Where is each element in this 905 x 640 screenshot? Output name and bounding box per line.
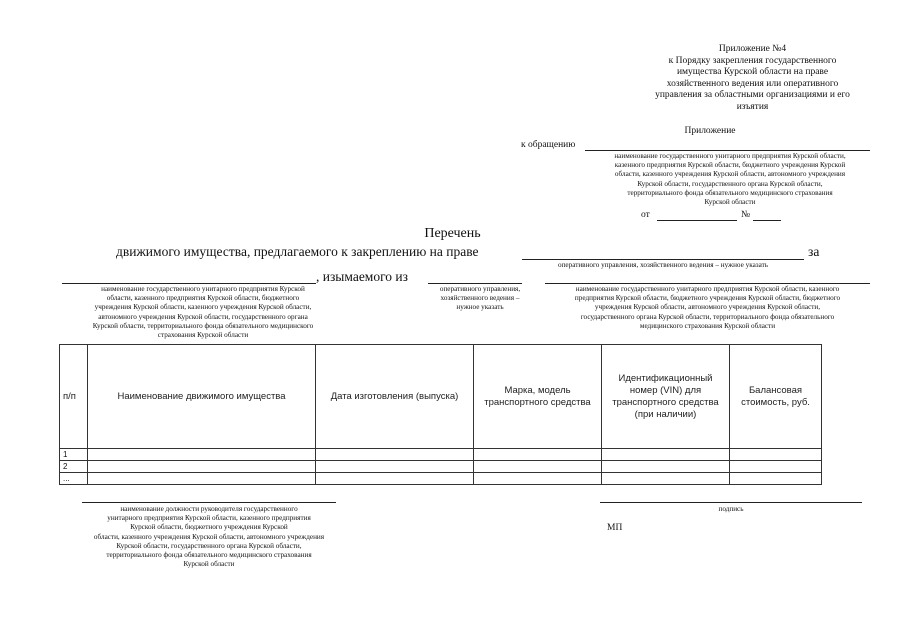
row-number: 2 [60,461,88,473]
appendix-line-4: управления за областными организациями и его [655,90,850,101]
number-line [753,220,781,221]
position-hint-1: наименование должности руководителя государственного [120,505,298,513]
right-org-hint [540,285,875,331]
number-label: № [741,210,751,220]
position-hint-5: Курской области, государственного органа Курской области, [116,541,302,550]
attachment-hint-2: казенного предприятия Курской области, бюджетного учреждения Курской [614,161,846,170]
position-hint [64,505,354,569]
attachment-label: Приложение [684,126,736,136]
table-header-row [60,345,822,449]
appendix-header [640,44,865,114]
right-hint-1: наименование государственного унитарного предприятия Курской области, казенного [575,285,840,293]
header-balance: Балансовая стоимость, руб. [730,345,822,449]
seal-label: МП [607,523,623,533]
attachment-hint-6: Курской области [704,198,756,207]
date-line [657,220,737,221]
appendix-line-1: к Порядку закрепления государственного [668,55,837,66]
appendix-title: Приложение №4 [718,44,787,54]
header-brand: Марка, модель транспортного средства [474,345,602,449]
left-hint-3: учреждения Курской области, казенного учреждения Курской области, [94,303,312,312]
header-name: Наименование движимого имущества [88,345,316,449]
table-cell[interactable] [730,473,822,485]
position-hint-7: Курской области [183,560,235,569]
left-hint-5: Курской области, территориального фонда обязательного медицинского [92,321,314,330]
right-type-line [522,259,804,260]
organization-line [62,283,316,284]
seized-from-label: , изымаемого из [316,269,408,284]
table-cell[interactable] [730,461,822,473]
table-cell[interactable] [474,449,602,461]
right-hint-2: предприятия Курской области, бюджетного учреждения Курской области, бюджетного [574,294,841,303]
seized-org-line [545,283,870,284]
mid-hint-2: хозяйственного ведения – [440,294,520,303]
row-number: 1 [60,449,88,461]
header-vin: Идентификационный номер (VIN) для транспортного средства (при наличии) [602,345,730,449]
mid-type-hint [420,285,540,313]
header-date: Дата изготовления (выпуска) [316,345,474,449]
table-cell[interactable] [88,461,316,473]
table-cell[interactable] [602,473,730,485]
attachment-hint [585,152,875,207]
appendix-line-2: имущества Курской области на праве [676,67,829,78]
row-number: ... [60,473,88,485]
mid-hint-1: оперативного управления, [439,285,521,293]
position-hint-2: унитарного предприятия Курской области, казенного предприятия [107,514,311,523]
table-cell[interactable] [602,449,730,461]
table-cell[interactable] [316,461,474,473]
attachment-hint-1: наименование государственного унитарного предприятия Курской области, [614,152,846,160]
table-cell[interactable] [316,473,474,485]
right-type-hint: оперативного управления, хозяйственного ведения – нужное указать [557,261,769,269]
table-cell[interactable] [602,461,730,473]
title-line-2: движимого имущества, предлагаемого к закреплению на праве [116,244,479,259]
for-word: за [808,244,820,259]
table-cell[interactable] [88,449,316,461]
from-label: от [641,210,650,220]
table-row [60,449,822,461]
table-cell[interactable] [474,461,602,473]
table-cell[interactable] [474,473,602,485]
attachment-hint-4: Курской области, государственного органа Курской области, [637,179,823,188]
property-table [59,344,822,485]
appendix-line-3: хозяйственного ведения или оперативного [666,78,839,89]
attachment-hint-5: территориального фонда обязательного медицинского страхования [627,188,833,197]
position-hint-4: области, казенного учреждения Курской области, автономного учреждения [93,532,325,541]
left-hint-2: области, казенного предприятия Курской области, бюджетного [106,294,300,303]
left-hint-6: страхования Курской области [157,331,249,340]
seized-from-line [428,283,522,284]
header-num: п/п [60,345,88,449]
right-hint-3: учреждения Курской области, автономного учреждения Курской области, [594,303,821,312]
position-hint-6: территориального фонда обязательного медицинского страхования [106,551,312,560]
appendix-line-5: изъятия [736,101,769,112]
left-org-hint [58,285,348,340]
table-cell[interactable] [730,449,822,461]
left-hint-4: автономного учреждения Курской области, государственного органа [98,312,308,321]
left-hint-1: наименование государственного унитарного предприятия Курской [101,285,305,293]
mid-hint-3: нужное указать [456,303,504,312]
right-hint-5: медицинского страхования Курской области [639,321,776,330]
position-line [82,502,336,503]
position-hint-3: Курской области, бюджетного учреждения Курской [130,523,288,532]
attachment-hint-3: области, казенного учреждения Курской области, автономного учреждения [614,170,846,179]
table-row [60,461,822,473]
table-row [60,473,822,485]
to-request-line [585,150,870,151]
table-cell[interactable] [316,449,474,461]
right-hint-4: государственного органа Курской области, территориального фонда обязательного [580,312,835,321]
table-cell[interactable] [88,473,316,485]
signature-label: подпись [718,505,744,513]
signature-line [600,502,862,503]
to-request-label: к обращению [521,140,576,150]
page-title: Перечень [424,226,481,241]
